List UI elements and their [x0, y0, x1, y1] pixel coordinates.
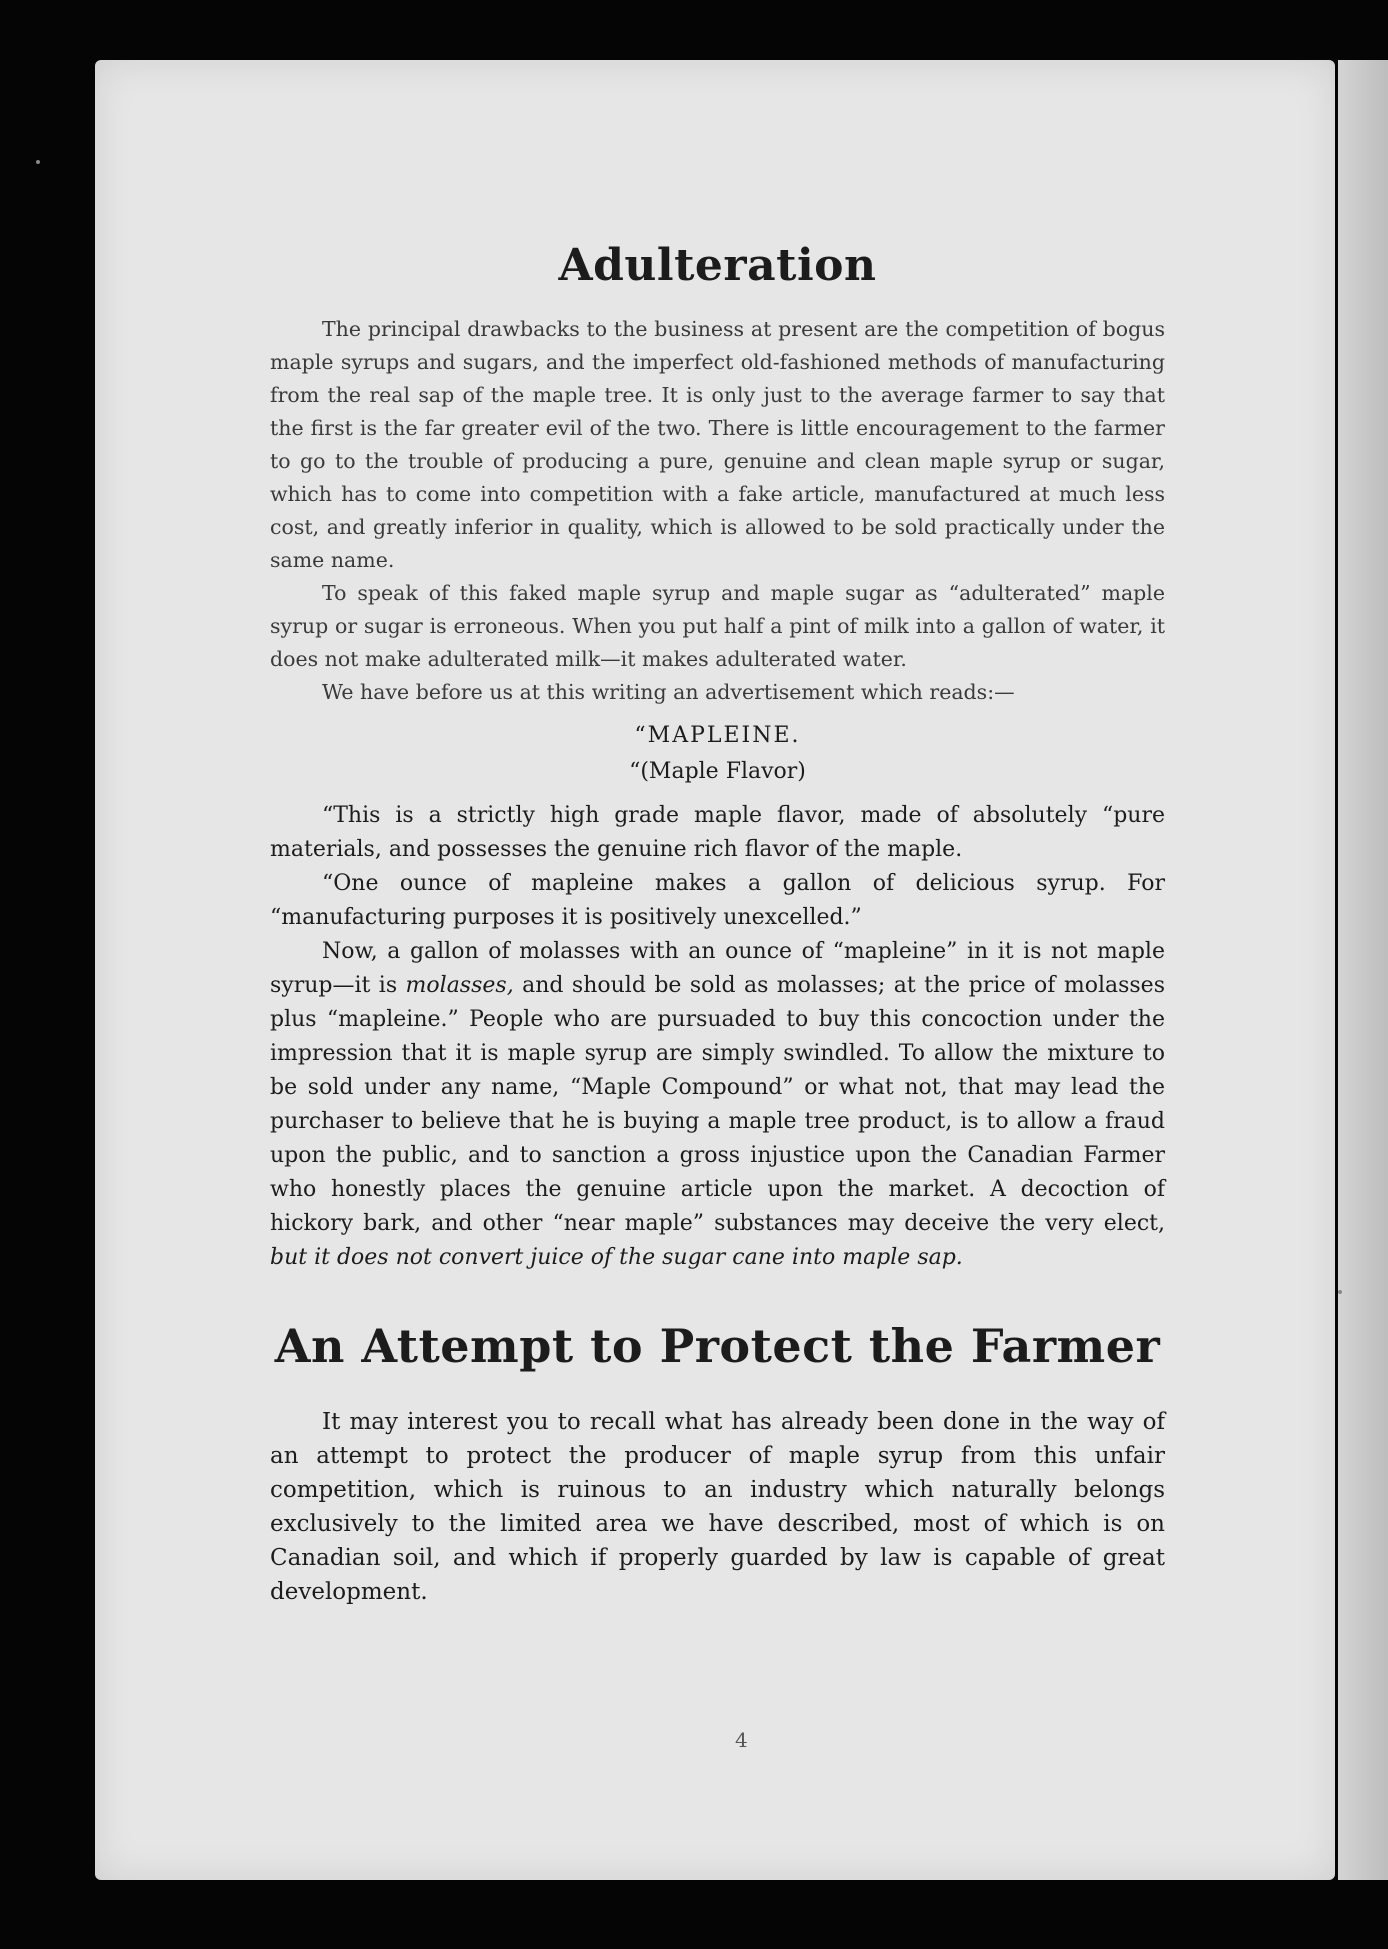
dust-speck: [1338, 1290, 1342, 1294]
adulteration-paragraph-1: The principal drawbacks to the business at present are the competition of bogus maple syrups and sugars, and the imperfect old-fashioned methods of manufacturing from the real sap of the maple tree. It is only just to the average farmer to say that the first is the far greater evil of the two. There is little encouragement to the farmer to go to the trouble of producing a pure, genuine and clean maple syrup or sugar, which has to come into competition with a fake article, manufactured at much less cost, and greatly inferior in quality, which is allowed to be sold practically under the same name.: [270, 317, 1165, 572]
advertisement-quote-2: “One ounce of mapleine makes a gallon of delicious syrup. For “manufacturing purposes it is positively unexcelled.”: [270, 871, 1165, 930]
protect-section: [270, 1319, 1165, 1609]
adulteration-paragraph-2: To speak of this faked maple syrup and maple sugar as “adulterated” maple syrup or sugar is erroneous. When you put half a pint of milk into a gallon of water, it does not make adulterated milk—it makes adulterated water.: [270, 581, 1165, 671]
advertisement-subheading: “(Maple Flavor): [629, 759, 806, 784]
commentary-italic-word: molasses,: [405, 973, 514, 998]
advertisement-quote-1: “This is a strictly high grade maple flavor, made of absolutely “pure materials, and possesses the genuine rich flavor of the maple.: [270, 803, 1165, 862]
commentary-start: Now, a gallon of molasses with an ounce of “mapleine” in it is not maple syrup—it is: [270, 939, 1165, 998]
adulteration-paragraph-3: We have before us at this writing an advertisement which reads:—: [322, 680, 1015, 704]
advertisement-section: [270, 719, 1165, 1275]
commentary-italic-end: but it does not convert juice of the sugar cane into maple sap.: [270, 1245, 963, 1270]
adulteration-heading: Adulteration: [558, 240, 877, 291]
advertisement-commentary: [270, 935, 1165, 1275]
adjacent-page-edge: [1338, 60, 1388, 1880]
page-number: 4: [735, 1728, 748, 1752]
advertisement-heading: “MAPLEINE.: [634, 723, 801, 748]
commentary-middle: and should be sold as molasses; at the price of molasses plus “mapleine.” People who are pursuaded to buy this concoction under the impression that it is maple syrup are simply swindled. To allow the mixture to be sold under any name, “Maple Compound” or what not, that may lead the purchaser to believe that he is buying a maple tree product, is to allow a fraud upon the public, and to sanction a gross injustice upon the Canadian Farmer who honestly places the genuine article upon the market. A decoction of hickory bark, and other “near maple” substances may deceive the very elect,: [270, 973, 1165, 1236]
protect-paragraph: It may interest you to recall what has already been done in the way of an attempt to protect the producer of maple syrup from this unfair competition, which is ruinous to an industry which naturally belongs exclusively to the limited area we have described, most of which is on Canadian soil, and which if properly guarded by law is capable of great development.: [270, 1409, 1165, 1605]
protect-heading: An Attempt to Protect the Farmer: [274, 1319, 1161, 1373]
dust-speck: [36, 160, 40, 164]
adulteration-section: [270, 240, 1165, 709]
page-content: [270, 240, 1165, 1609]
